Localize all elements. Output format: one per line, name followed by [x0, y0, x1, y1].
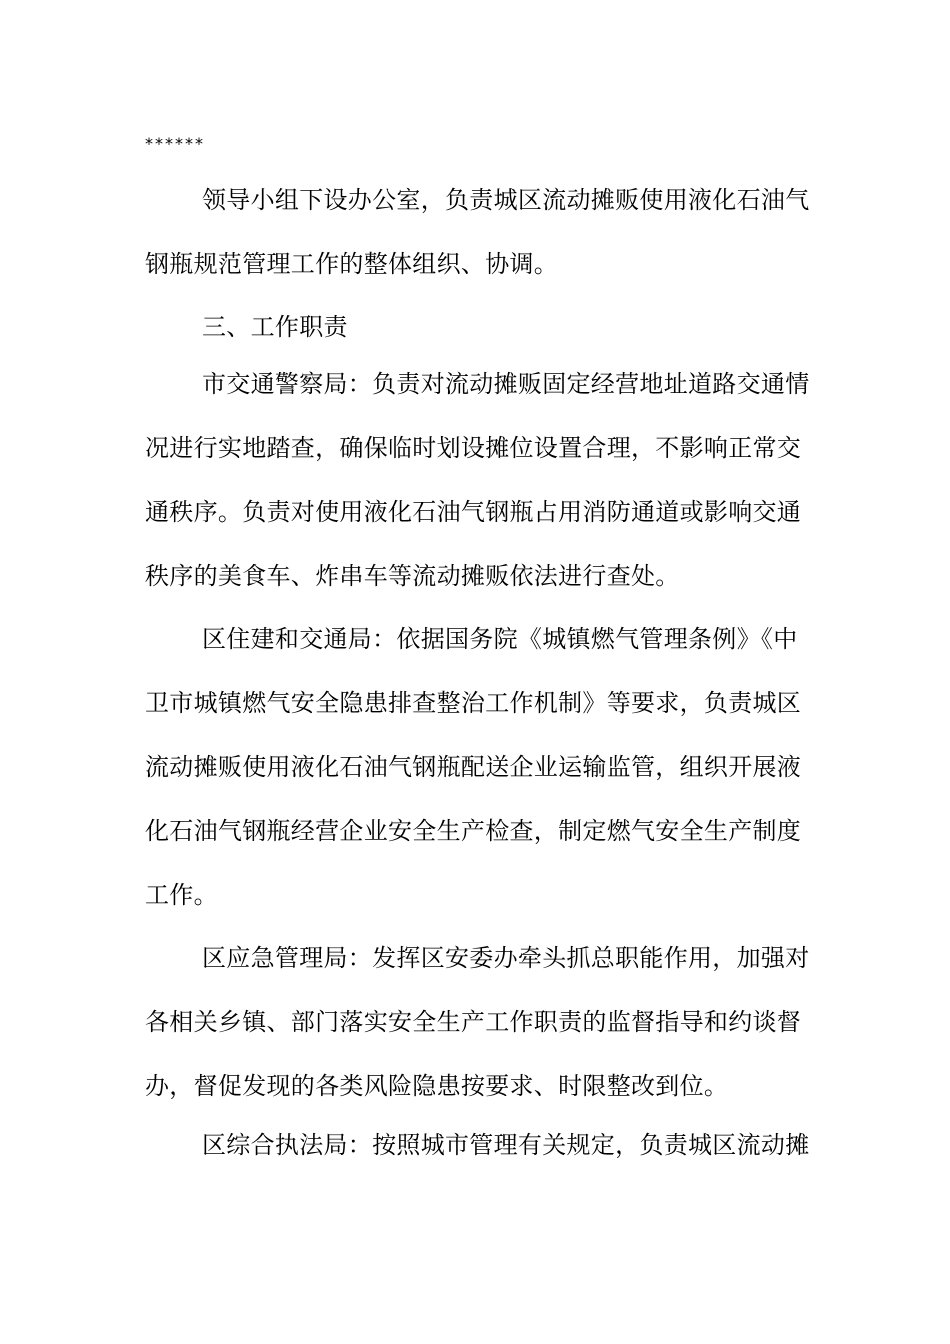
paragraph-line: 各相关乡镇、部门落实安全生产工作职责的监督指导和约谈督	[145, 1008, 802, 1036]
paragraph-line: 钢瓶规范管理工作的整体组织、协调。	[145, 250, 559, 278]
paragraph-line: 区住建和交通局：依据国务院《城镇燃气管理条例》《中	[202, 625, 798, 653]
paragraph-line: 况进行实地踏查，确保临时划设摊位设置合理，不影响正常交	[145, 434, 802, 462]
paragraph-line: 通秩序。负责对使用液化石油气钢瓶占用消防通道或影响交通	[145, 498, 802, 526]
paragraph-line: 工作。	[145, 881, 218, 909]
paragraph-line: 流动摊贩使用液化石油气钢瓶配送企业运输监管，组织开展液	[145, 753, 802, 781]
section-heading: 三、工作职责	[202, 313, 348, 341]
paragraph-line: 化石油气钢瓶经营企业安全生产检查，制定燃气安全生产制度	[145, 817, 802, 845]
paragraph-line: 卫市城镇燃气安全隐患排查整治工作机制》等要求，负责城区	[145, 689, 802, 717]
paragraph-line: 办，督促发现的各类风险隐患按要求、时限整改到位。	[145, 1072, 729, 1100]
paragraph-line: 区应急管理局：发挥区安委办牵头抓总职能作用，加强对	[202, 944, 810, 972]
paragraph-line: 秩序的美食车、炸串车等流动摊贩依法进行查处。	[145, 562, 680, 590]
separator-stars: ******	[145, 134, 205, 153]
paragraph-line: 区综合执法局：按照城市管理有关规定，负责城区流动摊	[202, 1131, 810, 1159]
paragraph-line: 领导小组下设办公室，负责城区流动摊贩使用液化石油气	[202, 186, 810, 214]
paragraph-line: 市交通警察局：负责对流动摊贩固定经营地址道路交通情	[202, 370, 810, 398]
